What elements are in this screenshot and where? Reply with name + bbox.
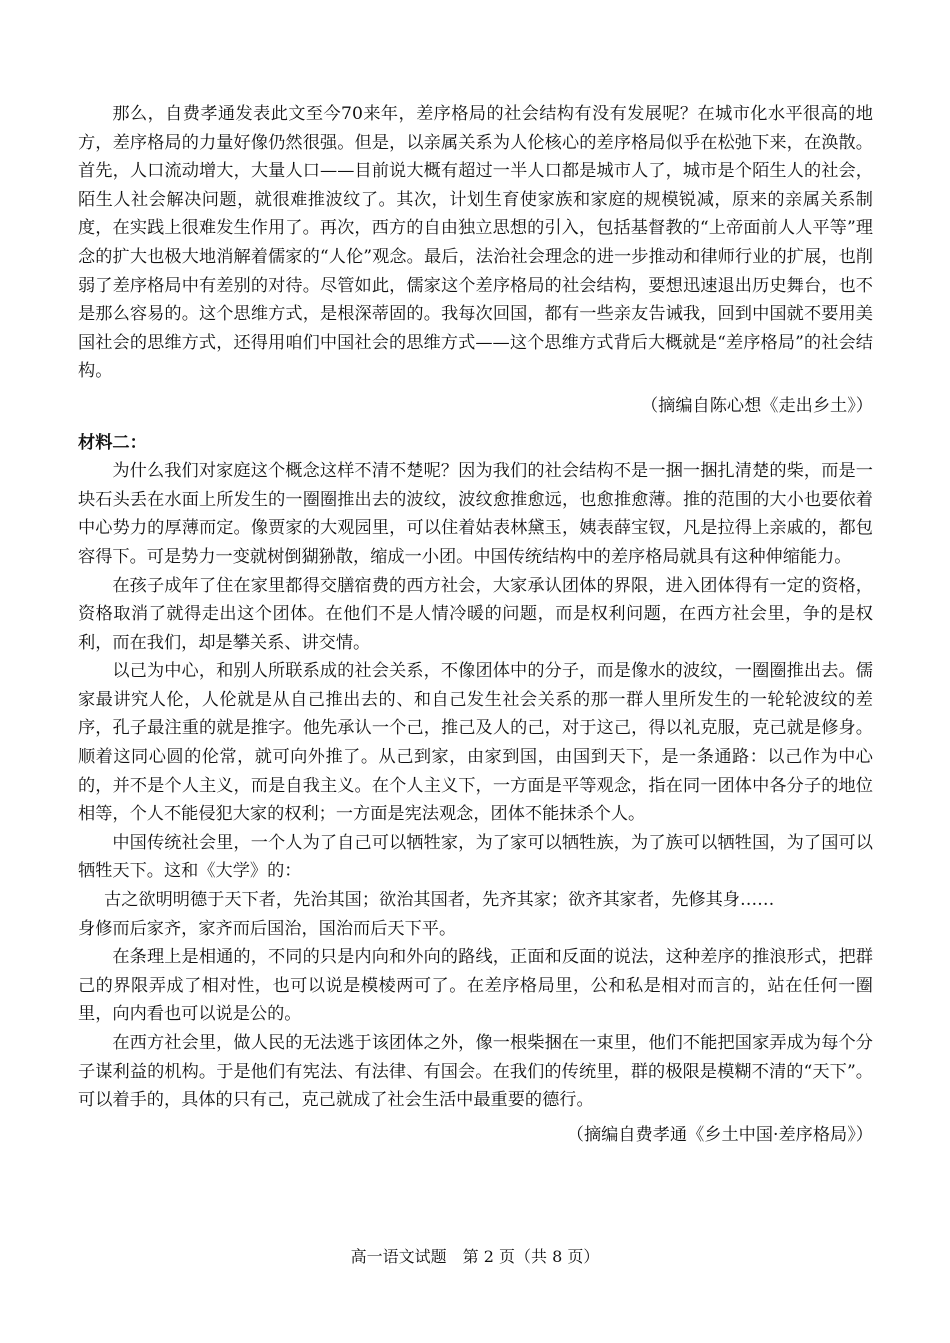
material2-heading: 材料二： (78, 432, 147, 453)
passage1-paragraph: 那么，自费孝通发表此文至今70来年，差序格局的社会结构有没有发展呢？在城市化水平很高的地方，差序格局的力量好像仍然很强。但是，以亲属关系为人伦核心的差序格局似乎在松弛下来，在涣散。首先，人口流动增大，大量人口——目前说大概有超过一半人口都是城市人了，城市是个陌生人的社会，陌生人社会解决问题，就很难推波纹了。其次，计划生育使家族和家庭的规模锐减，原来的亲属关系制度，在实践上很难发生作用了。再次，西方的自由独立思想的引入，包括基督教的“上帝面前人人平等”理念的扩大也极大地消解着儒家的“人伦”观念。最后，法治社会理念的进一步推动和律师行业的扩展，也削弱了差序格局中有差别的对待。尽管如此，儒家这个差序格局的社会结构，要想迅速退出历史舞台，也不是那么容易的。这个思维方式，是根深蒂固的。我每次回国，都有一些亲友告诫我，回到中国就不要用美国社会的思维方式，还得用咱们中国社会的思维方式——这个思维方式背后大概就是“差序格局”的社会结构。 (78, 104, 873, 382)
daxue-quote-line-2: 身修而后家齐，家齐而后国治，国治而后天下平。 (78, 918, 457, 939)
material2-paragraph-6: 在西方社会里，做人民的无法逃于该团体之外，像一根柴捆在一束里，他们不能把国家弄成为每个分子谋利益的机构。于是他们有宪法、有法律、有国会。在我们的传统里，群的极限是模糊不清的“天下”。可以着手的，具体的只有己，克己就成了社会生活中最重要的德行。 (78, 1033, 873, 1111)
material2-paragraph-1: 为什么我们对家庭这个概念这样不清不楚呢？因为我们的社会结构不是一捆一捆扎清楚的柴，而是一块石头丢在水面上所发生的一圈圈推出去的波纹，波纹愈推愈远，也愈推愈薄。推的范围的大小也要依着中心势力的厚薄而定。像贾家的大观园里，可以住着姑表林黛玉，姨表薛宝钗，凡是拉得上亲戚的，都包容得下。可是势力一变就树倒猢狲散，缩成一小团。中国传统结构中的差序格局就具有这种伸缩能力。 (78, 461, 873, 567)
material2-paragraph-3: 以己为中心，和别人所联系成的社会关系，不像团体中的分子，而是像水的波纹，一圈圈推出去。儒家最讲究人伦，人伦就是从自己推出去的、和自己发生社会关系的那一群人里所发生的一轮轮波纹的差序，孔子最注重的就是推字。他先承认一个己，推己及人的己，对于这己，得以礼克服，克己就是修身。顺着这同心圆的伦常，就可向外推了。从己到家，由家到国，由国到天下，是一条通路：以己作为中心的，并不是个人主义，而是自我主义。在个人主义下，一方面是平等观念，指在同一团体中各分子的地位相等，个人不能侵犯大家的权利；一方面是宪法观念，团体不能抹杀个人。 (78, 661, 873, 825)
passage1-source: （摘编自陈心想《走出乡土》） (640, 395, 873, 416)
material2-paragraph-5: 在条理上是相通的，不同的只是内向和外向的路线，正面和反面的说法，这种差序的推浪形式，把群己的界限弄成了相对性，也可以说是模棱两可了。在差序格局里，公和私是相对而言的，站在任何一圈里，向内看也可以说是公的。 (78, 947, 873, 1025)
material2-source: （摘编自费孝通《乡土中国·差序格局》） (566, 1124, 873, 1145)
page-footer: 高一语文试题 第 2 页（共 8 页） (350, 1247, 600, 1266)
material2-paragraph-4: 中国传统社会里，一个人为了自己可以牺牲家，为了家可以牺牲族，为了族可以牺牲国，为了国可以牺牲天下。这和《大学》的： (78, 832, 873, 882)
daxue-quote-line-1: 古之欲明明德于天下者，先治其国；欲治其国者，先齐其家；欲齐其家者，先修其身…… (104, 890, 775, 911)
page-body (78, 100, 873, 1157)
material2-paragraph-2: 在孩子成年了住在家里都得交膳宿费的西方社会，大家承认团体的界限，进入团体得有一定的资格，资格取消了就得走出这个团体。在他们不是人情冷暖的问题，而是权利问题，在西方社会里，争的是权利，而在我们，却是攀关系、讲交情。 (78, 575, 873, 653)
